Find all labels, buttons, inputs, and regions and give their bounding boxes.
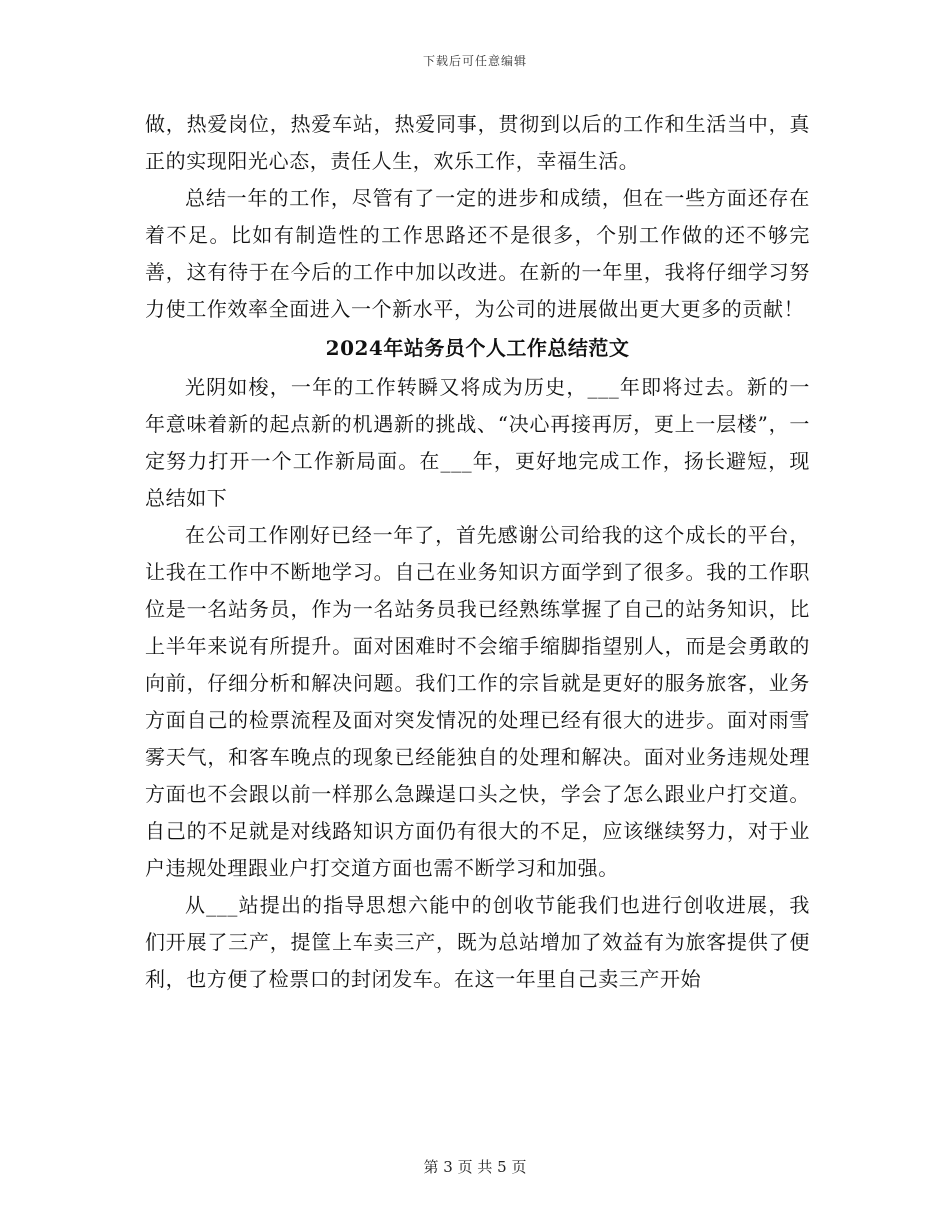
document-body bbox=[145, 106, 810, 998]
section-title: 2024年站务员个人工作总结范文 bbox=[325, 336, 630, 360]
paragraph-summary: 总结一年的工作，尽管有了一定的进步和成绩，但在一些方面还存在着不足。比如有制造性的工作思路还不是很多，个别工作做的还不够完善，这有待于在今后的工作中加以改进。在新的一年里，我将仔细学习努力使工作效率全面进入一个新水平，为公司的进展做出更大更多的贡献！ bbox=[145, 186, 810, 321]
paragraph-intro: 光阴如梭，一年的工作转瞬又将成为历史，___年即将过去。新的一年意味着新的起点新的机遇新的挑战、“决心再接再厉，更上一层楼”，一定努力打开一个工作新局面。在___年，更好地完成工作，扬长避短，现总结如下 bbox=[145, 375, 810, 510]
page-footer: 第 3 页 共 5 页 bbox=[423, 1158, 527, 1176]
paragraph-work-review: 在公司工作刚好已经一年了，首先感谢公司给我的这个成长的平台，让我在工作中不断地学习。自己在业务知识方面学到了很多。我的工作职位是一名站务员，作为一名站务员我已经熟练掌握了自己的站务知识，比上半年来说有所提升。面对困难时不会缩手缩脚指望别人，而是会勇敢的向前，仔细分析和解决问题。我们工作的宗旨就是更好的服务旅客，业务方面自己的检票流程及面对突发情况的处理已经有很大的进步。面对雨雪雾天气，和客车晚点的现象已经能独自的处理和解决。面对业务违规处理方面也不会跟以前一样那么急躁逞口头之快，学会了怎么跟业户打交道。自己的不足就是对线路知识方面仍有很大的不足，应该继续努力，对于业户违规处理跟业户打交道方面也需不断学习和加强。 bbox=[145, 523, 810, 880]
paragraph-income-generation: 从___站提出的指导思想六能中的创收节能我们也进行创收进展，我们开展了三产，提筐上车卖三产，既为总站增加了效益有为旅客提供了便利，也方便了检票口的封闭发车。在这一年里自己卖三产开始 bbox=[145, 893, 810, 991]
page-header: 下载后可任意编辑 bbox=[422, 54, 527, 68]
paragraph-continuation: 做，热爱岗位，热爱车站，热爱同事，贯彻到以后的工作和生活当中，真正的实现阳光心态，责任人生，欢乐工作，幸福生活。 bbox=[145, 112, 810, 173]
